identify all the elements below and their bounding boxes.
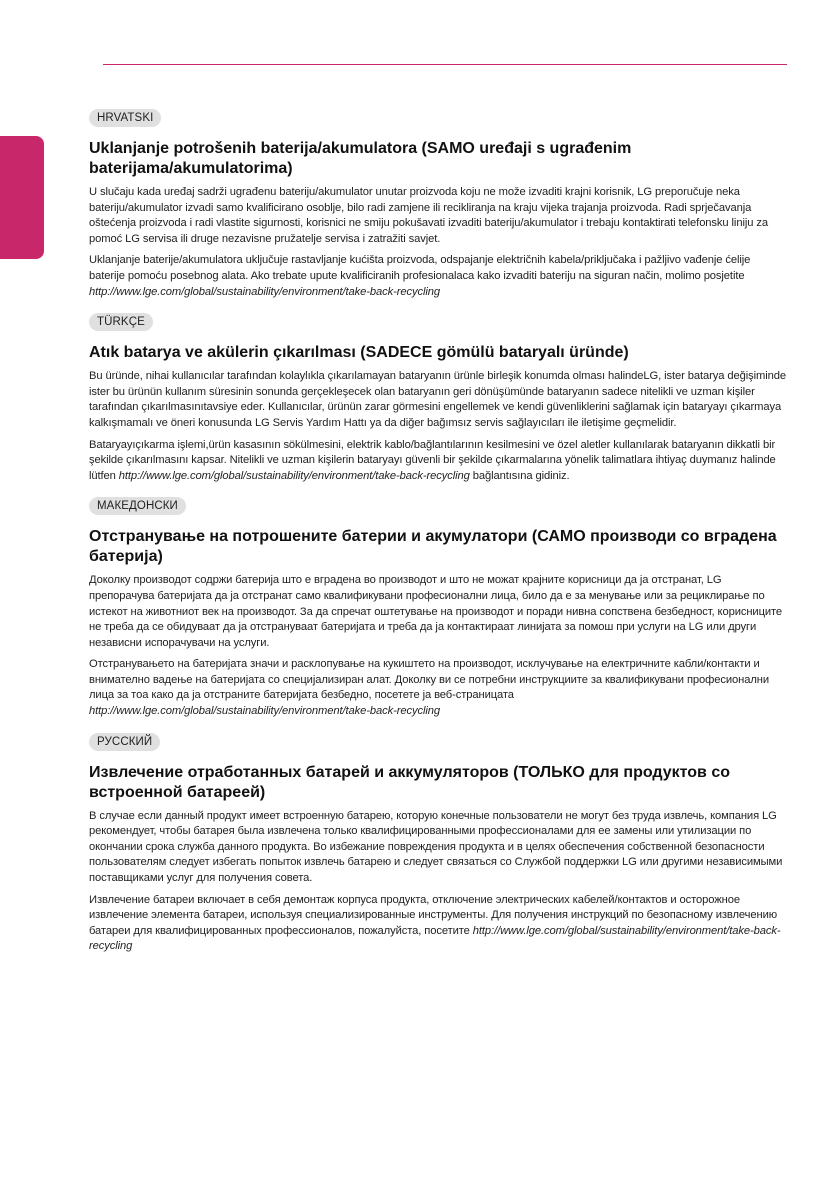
language-badge: МАКЕДОНСКИ [89, 497, 186, 515]
section-russkiy [89, 732, 789, 955]
header-rule [103, 64, 787, 65]
paragraph-text-after: bağlantısına gidiniz. [469, 469, 570, 482]
paragraph-with-link [89, 893, 789, 955]
language-badge: HRVATSKI [89, 109, 161, 127]
recycling-link[interactable]: http://www.lge.com/global/sustainability/environment/take-back-recycling [89, 924, 781, 953]
paragraph-text: Отстранувањето на батеријата значи и расклопување на кукиштето на производот, исклучување на електричните кабли/контакти и внимателно вадење на батеријата со специјализиран алат. Доколку ви се потребни инструкциите за квалификувани професионални лица за тоа како да ја отстраните батеријата безбедно, посетете ја веб-страницата [89, 658, 769, 702]
paragraph: В случае если данный продукт имеет встроенную батарею, которую конечные пользователи не могут без труда извлечь, компания LG рекомендует, чтобы батарея была извлечена только квалифицированными профессионалами для ее замены или утилизации по окончании срока служба данного продукта. Во избежание повреждения продукта и в целях обеспечения собственной безопасности пользователям следует избегать попыток извлечь батарею и следует связаться со Службой поддержки LG или другими независимыми поставщиками услуг для получения совета. [89, 809, 783, 885]
paragraph: Доколку производот содржи батерија што е вградена во производот и што не можат крајните корисници да ја отстранат, LG препорачува батеријата да ја отстранат само квалификувани професионални лица, било да е за менување или за рециклирање по истекот на животниот век на производот. За да спречат оштетување на производот и поради нивна сопствена безбедност, корисниците не треба да се обидуваат да ја отстрануваат батеријата и треба да ја контактираат линијата за помош при услуги на LG или други независни испорачувачи на услуги. [89, 574, 783, 649]
paragraph-with-link [89, 253, 789, 300]
paragraph-text: Uklanjanje baterije/akumulatora uključuje rastavljanje kućišta proizvoda, odspajanje električnih kabela/priključaka i pažljivo vađenje ćelije baterije pomoću posebnog alata. Ako trebate upute kvalificiranih profesionalaca kako izvaditi bateriju na siguran način, molimo posjetite [89, 254, 751, 282]
paragraph-text: Извлечение батареи включает в себя демонтаж корпуса продукта, отключение электрических кабелей/контактов и осторожное извлечение элемента батареи, используя специализированные инструменты. Для получения инструкций по безопасному извлечению батареи для квалифицированных профессионалов, пожалуйста, посетите [89, 893, 778, 937]
paragraph-text: Bataryayıçıkarma işlemi,ürün kasasının sökülmesini, elektrik kablo/bağlantılarının kesilmesini ve özel aletler kullanılarak bataryanın dikkatli bir şekilde çıkarılmasını kapsar. Nitelikli ve uzman kişilerin bataryayı güvenli bir şekilde çıkarmalarına yönelik talimatlara ihtiyaç duymanız halinde lütfen [89, 438, 776, 482]
section-title: Uklanjanje potrošenih baterija/akumulatora (SAMO uređaji s ugrađenim baterijama/akumulatorima) [89, 140, 632, 177]
paragraph-with-link [89, 657, 789, 719]
section-turkce [89, 312, 789, 484]
section-title: Atık batarya ve akülerin çıkarılması (SADECE gömülü bataryalı üründe) [89, 344, 629, 362]
paragraph: U slučaju kada uređaj sadrži ugrađenu bateriju/akumulator unutar proizvoda koju ne može izvaditi krajni korisnik, LG preporučuje neka bateriju/akumulator izvadi samo kvalificirano osoblje, bilo radi zamjene ili recikliranja na kraju vijeka trajanja proizvoda. Radi sprječavanja oštećenja proizvoda i radi vlastite sigurnosti, korisnici ne smiju pokušavati izvaditi bateriju/akumulator i trebaju kontaktirati telefonsku liniju za pomoć LG servisa ili druge nezavisne pružatelje servisa i zatražiti savjet. [89, 186, 768, 245]
section-hrvatski [89, 108, 789, 300]
recycling-link[interactable]: http://www.lge.com/global/sustainability/environment/take-back-recycling [118, 469, 470, 482]
section-title: Извлечение отработанных батарей и аккумуляторов (ТОЛЬКО для продуктов со встроенной батареей) [89, 763, 731, 801]
section-title: Отстранување на потрошените батерии и акумулатори (САМО производи со вградена батерија) [89, 528, 777, 566]
language-badge: РУССКИЙ [89, 733, 160, 751]
language-side-tab [0, 136, 44, 259]
section-makedonski [89, 496, 789, 719]
page-content [89, 108, 789, 967]
language-badge: TÜRKÇE [89, 313, 153, 331]
paragraph: Bu üründe, nihai kullanıcılar tarafından kolaylıkla çıkarılamayan bataryanın ürünle birleşik konumda olması halindeLG, ister batarya değişiminde ister bu ürünün kullanım süresinin sonunda gerçekleşecek olan bataryanın geri dönüşümünde bataryanın sadece nitelikli ve uzman kişiler tarafından çıkarılmasınıtavsiye eder. Kullanıcılar, ürünün zarar görmesini engellemek ve kendi güvenliklerini sağlamak için bataryayı çıkarmaya kalkışmamalı ve öneri konusunda LG Servis Yardım Hattı ya da diğer bağımsız servis sağlayıcıları ile iletişime geçmelidir. [89, 370, 787, 429]
recycling-link[interactable]: http://www.lge.com/global/sustainability/environment/take-back-recycling [89, 705, 440, 718]
recycling-link[interactable]: http://www.lge.com/global/sustainability/environment/take-back-recycling [89, 285, 440, 298]
paragraph-with-link [89, 438, 789, 485]
